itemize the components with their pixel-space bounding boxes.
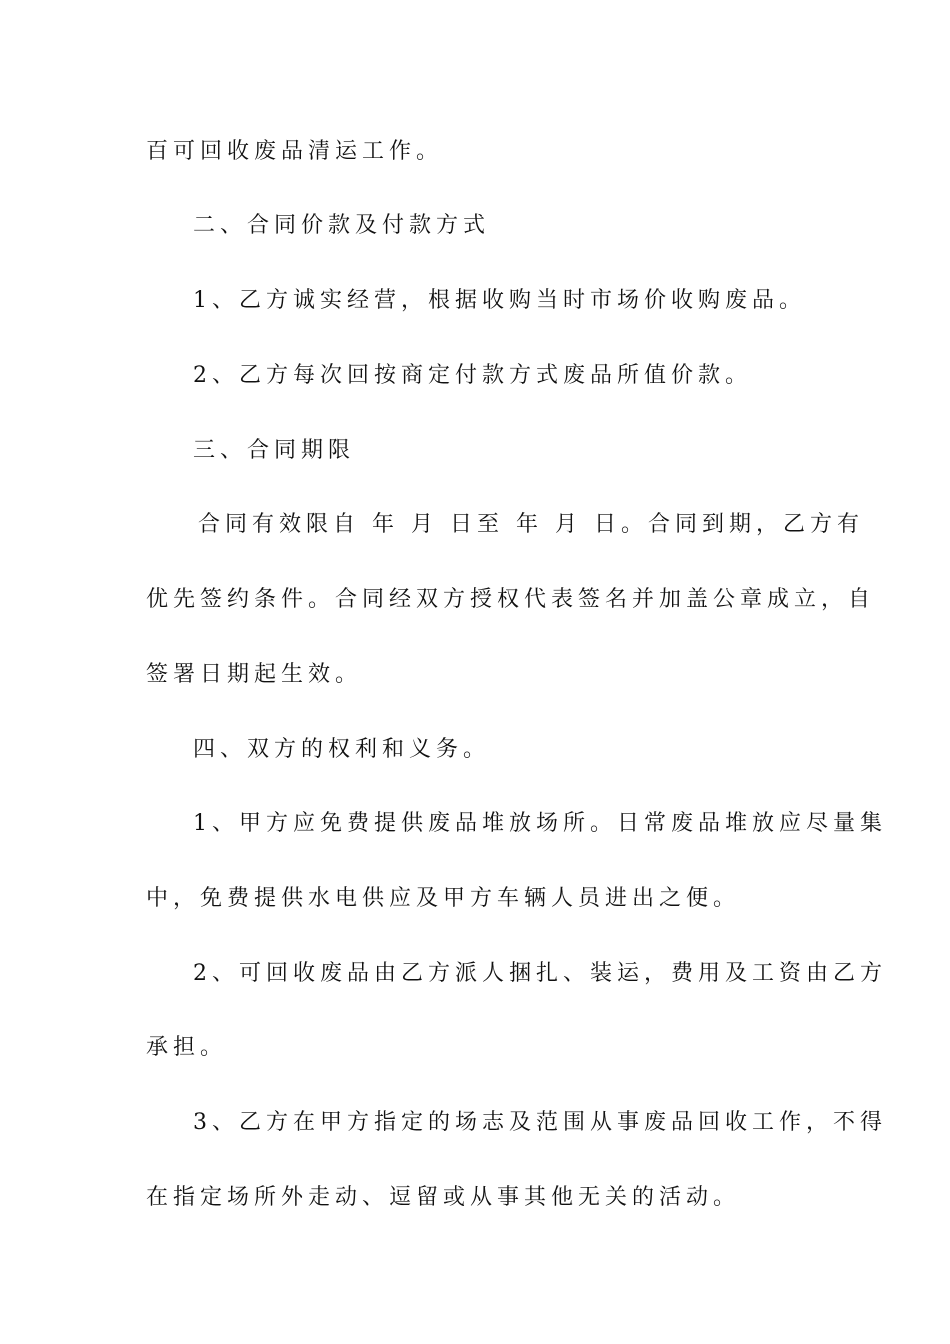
term-paragraph-line-2: 优先签约条件。合同经双方授权代表签名并加盖公章成立，自 — [146, 587, 876, 612]
clause-4-1-line-2: 中，免费提供水电供应及甲方车辆人员进出之便。 — [146, 886, 741, 911]
clause-4-3-line-2: 在指定场所外走动、逗留或从事其他无关的活动。 — [146, 1185, 741, 1210]
section-heading-payment: 二、合同价款及付款方式 — [193, 213, 491, 238]
clause-2-2: 2、乙方每次回按商定付款方式废品所值价款。 — [193, 363, 752, 388]
clause-4-2-line-2: 承担。 — [146, 1035, 228, 1060]
clause-2-1: 1、乙方诚实经营，根据收购当时市场价收购废品。 — [193, 288, 806, 313]
clause-4-1-line-1: 1、甲方应免费提供废品堆放场所。日常废品堆放应尽量集 — [193, 811, 887, 836]
clause-4-3-line-1: 3、乙方在甲方指定的场志及范围从事废品回收工作，不得 — [193, 1110, 887, 1135]
section-heading-term: 三、合同期限 — [193, 438, 356, 463]
section-heading-rights: 四、双方的权利和义务。 — [193, 737, 491, 762]
term-paragraph-line-1: 合同有效限自 年 月 日至 年 月 日。合同到期，乙方有 — [198, 512, 864, 537]
term-paragraph-line-3: 签署日期起生效。 — [146, 662, 363, 687]
clause-4-2-line-1: 2、可回收废品由乙方派人捆扎、装运，费用及工资由乙方 — [193, 961, 887, 986]
paragraph-continuation: 百可回收废品清运工作。 — [146, 139, 444, 164]
